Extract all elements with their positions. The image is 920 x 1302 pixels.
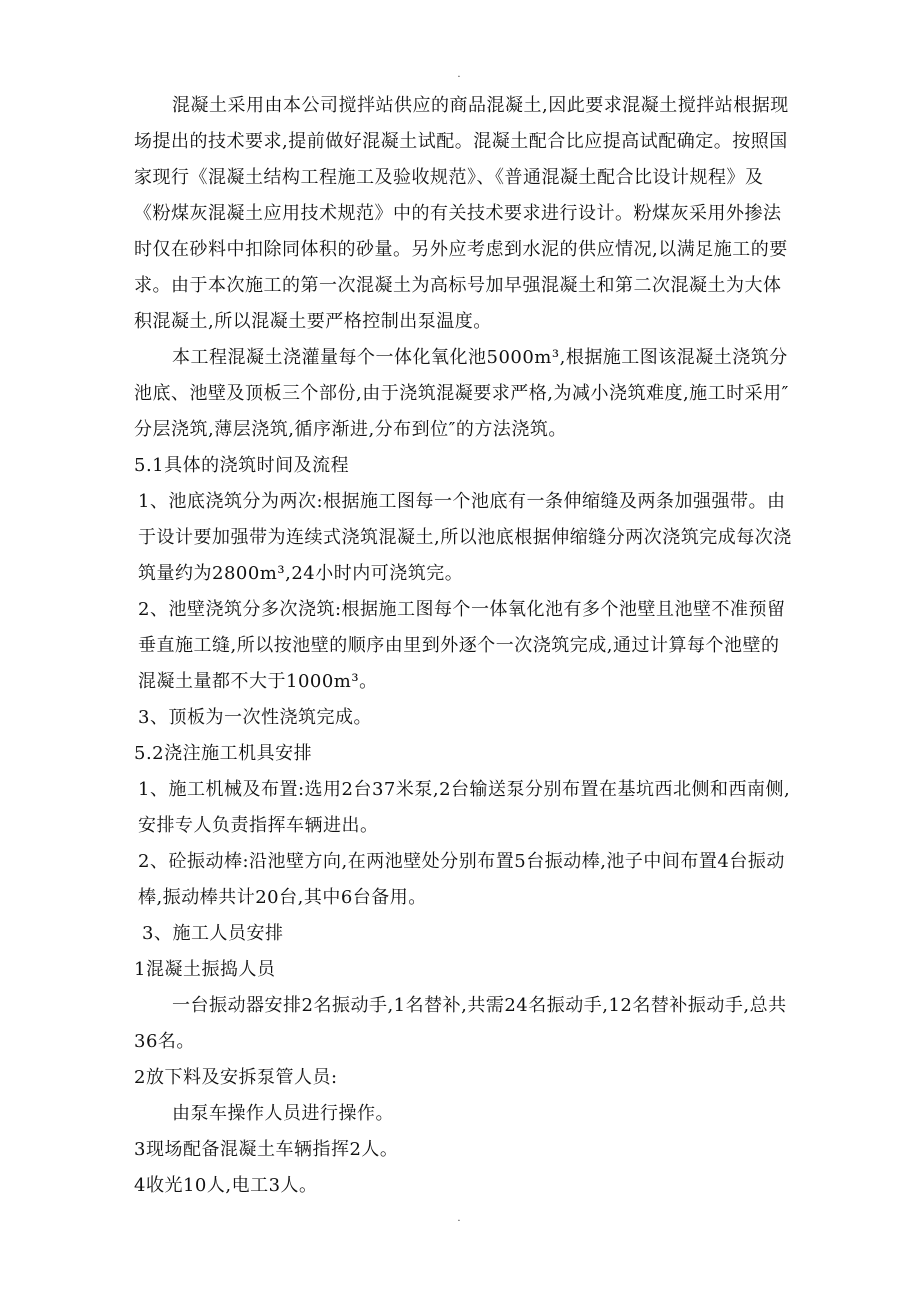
section-heading-5-1: 5.1具体的浇筑时间及流程 xyxy=(134,455,350,476)
paragraph-vibrating-detail: 一台振动器安排2名振动手,1名替补,共需24名振动手,12名替补振动手,总共36名。 xyxy=(134,995,787,1052)
paragraph-roof-pouring: 3、顶板为一次性浇筑完成。 xyxy=(138,707,372,728)
section-heading-5-2: 5.2浇注施工机具安排 xyxy=(134,743,313,764)
paragraph-concrete-supply: 混凝土采用由本公司搅拌站供应的商品混凝土,因此要求混凝土搅拌站根据现场提出的技术要求,提前做好混凝土试配。混凝土配合比应提高试配确定。按照国家现行《混凝土结构工程施工及验收规范》、《普通混凝土配合比设计规程》及《粉煤灰混凝土应用技术规范》中的有关技术要求进行设计。粉煤灰采用外掺法时仅在砂料中扣除同体积的砂量。另外应考虑到水泥的供应情况,以满足施工的要求。由于本次施工的第一次混凝土为高标号加早强混凝土和第二次混凝土为大体积混凝土,所以混凝土要严格控制出泵温度。 xyxy=(134,95,789,332)
list-item-pump-staff: 2放下料及安拆泵管人员: xyxy=(134,1067,338,1088)
document-body xyxy=(134,88,794,1204)
paragraph-machinery: 1、施工机械及布置:选用2台37米泵,2台输送泵分别布置在基坑西北侧和西南侧,安排专人负责指挥车辆进出。 xyxy=(138,779,791,836)
header-dot: . xyxy=(457,69,461,80)
footer-dot: . xyxy=(457,1213,461,1224)
list-item-vibrating-staff: 1混凝土振捣人员 xyxy=(134,959,276,980)
paragraph-wall-pouring: 2、池壁浇筑分多次浇筑:根据施工图每个一体氧化池有多个池壁且池壁不准预留垂直施工缝,所以按池壁的顺序由里到外逐个一次浇筑完成,通过计算每个池壁的混凝土量都不大于1000m³。 xyxy=(138,599,786,692)
paragraph-bottom-pouring: 1、池底浇筑分为两次:根据施工图每一个池底有一条伸缩缝及两条加强强带。由于设计要加强带为连续式浇筑混凝土,所以池底根据伸缩缝分两次浇筑完成每次浇筑量约为2800m³,24小时内可浇筑完。 xyxy=(138,491,792,584)
paragraph-vibrators: 2、砼振动棒:沿池壁方向,在两池壁处分别布置5台振动棒,池子中间布置4台振动棒,振动棒共计20台,其中6台备用。 xyxy=(138,851,785,908)
paragraph-pump-detail: 由泵车操作人员进行操作。 xyxy=(172,1103,394,1124)
list-item-traffic-staff: 3现场配备混凝土车辆指挥2人。 xyxy=(134,1139,399,1160)
paragraph-staffing: 3、施工人员安排 xyxy=(142,923,284,944)
list-item-finishing-staff: 4收光10人,电工3人。 xyxy=(134,1175,318,1196)
paragraph-pouring-volume: 本工程混凝土浇灌量每个一体化氧化池5000m³,根据施工图该混凝土浇筑分池底、池壁及顶板三个部份,由于浇筑混凝要求严格,为减小浇筑难度,施工时采用″分层浇筑,薄层浇筑,循序渐进,分布到位″的方法浇筑。 xyxy=(134,347,789,440)
